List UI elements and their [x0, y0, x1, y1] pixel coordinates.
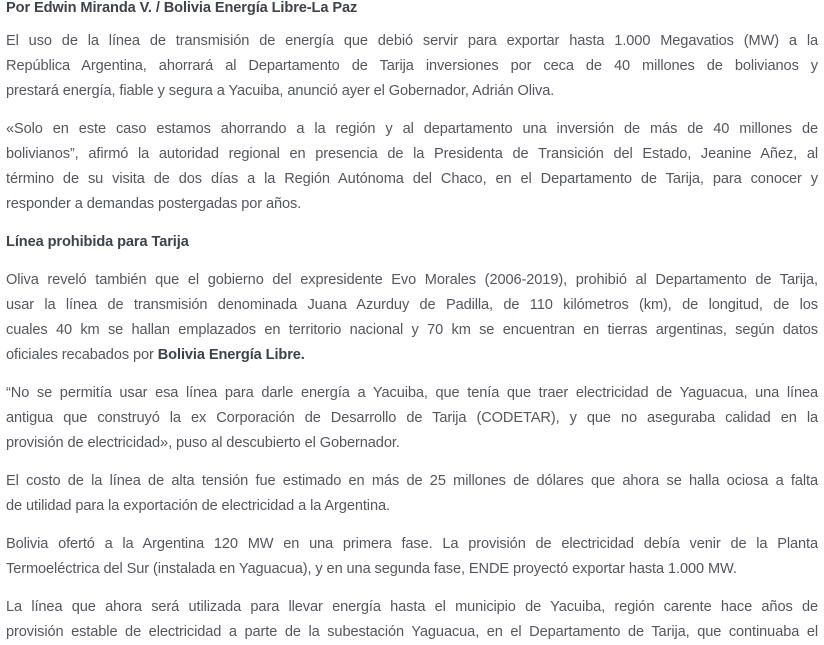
article-byline: Por Edwin Miranda V. / Bolivia Energía Libre-La Paz	[6, 0, 358, 16]
body-text: cuales 40 km se hallan emplazados en territorio nacional y 70 km se encuentran en tierras argentinas, según datos	[6, 322, 818, 338]
bold-text: Bolivia Energía Libre.	[157, 347, 305, 363]
article-blocks	[6, 29, 818, 645]
text-line	[6, 595, 818, 620]
text-line	[6, 494, 818, 519]
body-text: término de su visita de dos días a la Región Autónoma del Chaco, en el Departamento de Tarija, para conocer y	[6, 171, 818, 187]
body-text: El uso de la línea de transmisión de energía que debió servir para exportar hasta 1.000 Megavatios (MW) a la	[6, 33, 818, 49]
body-text: Oliva reveló también que el gobierno del expresidente Evo Morales (2006-2019), prohibió al Departamento de Tarija,	[6, 272, 818, 288]
body-text: bolivianos”, afirmó la autoridad regional en presencia de la Presidenta de Transición del Estado, Jeanine Añez, al	[6, 146, 818, 162]
body-text: antigua que construyó la ex Corporación de Desarrollo de Tarija (CODETAR), y que no aseguraba calidad en la	[6, 410, 818, 426]
text-line	[6, 192, 818, 217]
body-text: oficiales recabados por	[6, 347, 158, 363]
text-line	[6, 620, 818, 645]
text-line	[6, 318, 818, 343]
article-paragraph	[6, 532, 818, 582]
body-text: responder a demandas postergadas por años.	[6, 196, 302, 212]
body-text: provisión de electricidad», puso al descubierto el Gobernador.	[6, 435, 400, 451]
text-line	[6, 54, 818, 79]
article-paragraph	[6, 117, 818, 217]
body-text: Línea prohibida para Tarija	[6, 234, 189, 250]
text-line	[6, 343, 818, 368]
body-text: provisión estable de electricidad a parte de la subestación Yaguacua, en el Departamento de Tarija, que continuaba el	[6, 624, 818, 640]
section-heading	[6, 230, 818, 255]
text-line	[6, 293, 818, 318]
body-text: usar la línea de transmisión denominada Juana Azurduy de Padilla, de 110 kilómetros (km), de longitud, de los	[6, 297, 818, 313]
article-paragraph	[6, 381, 818, 456]
text-line	[6, 431, 818, 456]
text-line	[6, 117, 818, 142]
body-text: prestará energía, fiable y segura a Yacuiba, anunció ayer el Gobernador, Adrián Oliva.	[6, 83, 555, 99]
text-line	[6, 230, 818, 255]
body-text: «Solo en este caso estamos ahorrando a la región y al departamento una inversión de más de 40 millones de	[6, 121, 818, 137]
article-paragraph	[6, 469, 818, 519]
text-line	[6, 469, 818, 494]
body-text: Termoeléctrica del Sur (instalada en Yaguacua), y en una segunda fase, ENDE proyectó exportar hasta 1.000 MW.	[6, 561, 737, 577]
text-line	[6, 557, 818, 582]
body-text: Bolivia ofertó a la Argentina 120 MW en una primera fase. La provisión de electricidad debía venir de la Planta	[6, 536, 818, 552]
body-text: “No se permitía usar esa línea para darle energía a Yacuiba, que tenía que traer electricidad de Yaguacua, una línea	[6, 385, 818, 401]
article-paragraph	[6, 268, 818, 368]
text-line	[6, 79, 818, 104]
text-line	[6, 268, 818, 293]
body-text: La línea que ahora será utilizada para llevar energía hasta el municipio de Yacuiba, región carente hace años de	[6, 599, 818, 615]
body-text: El costo de la línea de alta tensión fue estimado en más de 25 millones de dólares que ahora se halla ociosa a falta	[6, 473, 818, 489]
article-body	[6, 1, 818, 645]
text-line	[6, 406, 818, 431]
body-text: de utilidad para la exportación de electricidad a la Argentina.	[6, 498, 390, 514]
text-line	[6, 532, 818, 557]
article-paragraph	[6, 29, 818, 104]
text-line	[6, 167, 818, 192]
text-line	[6, 381, 818, 406]
body-text: República Argentina, ahorrará al Departamento de Tarija inversiones por ceca de 40 millones de bolivianos y	[6, 58, 818, 74]
text-line	[6, 142, 818, 167]
text-line	[6, 29, 818, 54]
article-paragraph	[6, 595, 818, 645]
